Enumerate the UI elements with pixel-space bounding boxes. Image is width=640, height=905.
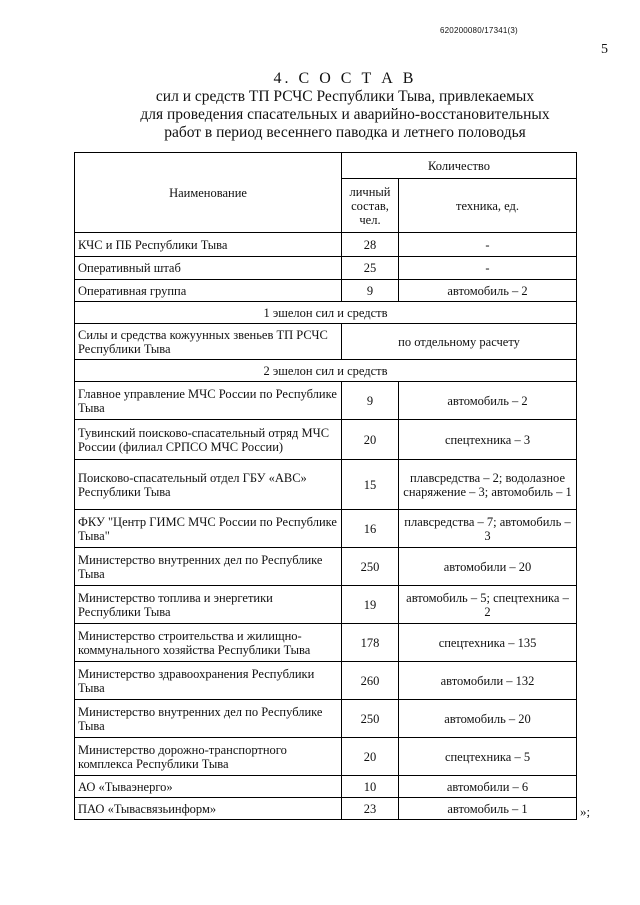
- row-equipment: -: [399, 233, 577, 257]
- row-equipment: спецтехника – 135: [399, 624, 577, 662]
- row-personnel: 10: [342, 776, 399, 798]
- row-equipment: спецтехника – 3: [399, 420, 577, 460]
- row-name: Министерство строительства и жилищно-коммунального хозяйства Республики Тыва: [75, 624, 342, 662]
- table-row: [75, 700, 577, 738]
- table-row: [75, 233, 577, 257]
- row-name: Оперативный штаб: [75, 257, 342, 280]
- table-row: [75, 738, 577, 776]
- row-personnel: 15: [342, 460, 399, 510]
- row-name: Министерство здравоохранения Республики Тыва: [75, 662, 342, 700]
- row-personnel: 250: [342, 548, 399, 586]
- row-name: Министерство топлива и энергетики Республики Тыва: [75, 586, 342, 624]
- row-personnel: 250: [342, 700, 399, 738]
- row-personnel: 19: [342, 586, 399, 624]
- table-row: [75, 548, 577, 586]
- section-echelon-2: 2 эшелон сил и средств: [75, 360, 577, 382]
- document-title: [80, 70, 610, 142]
- row-equipment: автомобили – 20: [399, 548, 577, 586]
- row-name: Поисково-спасательный отдел ГБУ «АВС» Республики Тыва: [75, 460, 342, 510]
- row-equipment: плавсредства – 2; водолазное снаряжение – 3; автомобиль – 1: [399, 460, 577, 510]
- table-row: [75, 460, 577, 510]
- document-code: 620200080/17341(3): [440, 26, 518, 35]
- table-row: [75, 662, 577, 700]
- section1-row-value: по отдельному расчету: [342, 324, 577, 360]
- table-row: [75, 586, 577, 624]
- row-personnel: 9: [342, 382, 399, 420]
- row-personnel: 25: [342, 257, 399, 280]
- row-equipment: автомобиль – 1: [399, 798, 577, 820]
- table-row: [75, 420, 577, 460]
- title-line-1: сил и средств ТП РСЧС Республики Тыва, привлекаемых: [155, 88, 535, 105]
- page-number: 5: [601, 42, 608, 57]
- title-main: 4. С О С Т А В: [273, 70, 417, 87]
- row-equipment: -: [399, 257, 577, 280]
- table-row: [75, 798, 577, 820]
- table-row: [75, 257, 577, 280]
- row-equipment: автомобиль – 2: [399, 382, 577, 420]
- row-equipment: плавсредства – 7; автомобиль – 3: [399, 510, 577, 548]
- table-row: [75, 624, 577, 662]
- forces-table: [74, 152, 577, 820]
- row-name: ПАО «Тывасвязьинформ»: [75, 798, 342, 820]
- title-line-2: для проведения спасательных и аварийно-восстановительных: [140, 106, 550, 123]
- row-personnel: 28: [342, 233, 399, 257]
- row-personnel: 20: [342, 738, 399, 776]
- row-personnel: 260: [342, 662, 399, 700]
- row-name: Министерство дорожно-транспортного комплекса Республики Тыва: [75, 738, 342, 776]
- row-name: КЧС и ПБ Республики Тыва: [75, 233, 342, 257]
- row-equipment: автомобиль – 5; спецтехника – 2: [399, 586, 577, 624]
- row-name: Тувинский поисково-спасательный отряд МЧС России (филиал СРПСО МЧС России): [75, 420, 342, 460]
- row-personnel: 20: [342, 420, 399, 460]
- row-name: АО «Тываэнерго»: [75, 776, 342, 798]
- row-name: ФКУ "Центр ГИМС МЧС России по Республике Тыва": [75, 510, 342, 548]
- row-name: Министерство внутренних дел по Республике Тыва: [75, 700, 342, 738]
- closing-quote: »;: [580, 804, 591, 819]
- title-line-3: работ в период весеннего паводка и летнего половодья: [164, 124, 526, 141]
- row-name: Министерство внутренних дел по Республике Тыва: [75, 548, 342, 586]
- rows-top: [75, 233, 577, 302]
- table-row: [75, 510, 577, 548]
- row-equipment: автомобиль – 2: [399, 280, 577, 302]
- row-name: Оперативная группа: [75, 280, 342, 302]
- rows-bottom: [75, 382, 577, 820]
- row-equipment: автомобили – 132: [399, 662, 577, 700]
- header-quantity: Количество: [342, 153, 577, 179]
- header-personnel: личный состав, чел.: [342, 179, 399, 233]
- row-equipment: автомобиль – 20: [399, 700, 577, 738]
- section1-row-name: Силы и средства кожуунных звеньев ТП РСЧС Республики Тыва: [75, 324, 342, 360]
- row-personnel: 9: [342, 280, 399, 302]
- row-personnel: 16: [342, 510, 399, 548]
- row-equipment: автомобили – 6: [399, 776, 577, 798]
- table-row: [75, 776, 577, 798]
- table-row: [75, 280, 577, 302]
- row-personnel: 178: [342, 624, 399, 662]
- header-name: Наименование: [75, 153, 342, 233]
- row-equipment: спецтехника – 5: [399, 738, 577, 776]
- section-echelon-1: 1 эшелон сил и средств: [75, 302, 577, 324]
- table-row: [75, 382, 577, 420]
- header-equipment: техника, ед.: [399, 179, 577, 233]
- row-personnel: 23: [342, 798, 399, 820]
- row-name: Главное управление МЧС России по Республике Тыва: [75, 382, 342, 420]
